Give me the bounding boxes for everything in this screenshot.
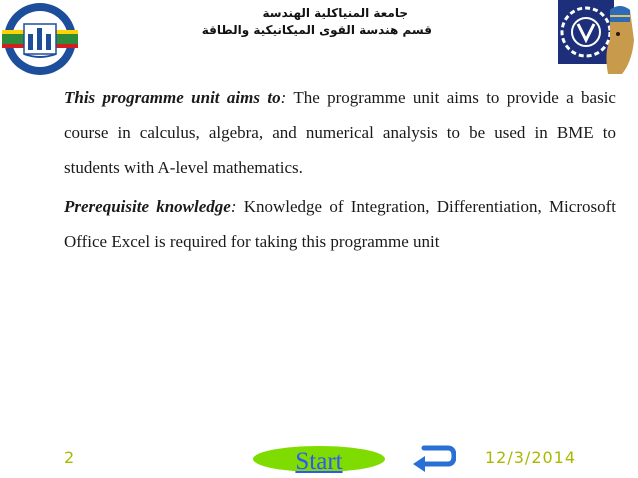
prerequisite-heading: Prerequisite knowledge xyxy=(64,197,231,216)
university-name: جامعة المنيا xyxy=(338,6,408,20)
slide-body xyxy=(64,80,616,259)
faculty-logo-icon xyxy=(0,0,80,78)
slide-date: 12/3/2014 xyxy=(485,448,577,467)
slide-header xyxy=(0,0,638,80)
university-faculty-line xyxy=(238,6,408,20)
objective-heading: This programme unit aims to xyxy=(64,88,281,107)
prerequisite-colon: : xyxy=(230,197,237,216)
back-arrow-icon[interactable] xyxy=(410,444,456,474)
objective-text: The programme unit aims to provide a basic course in calculus, algebra, and numerical analysis to be used in BME to students with A-level mathematics. xyxy=(64,88,616,177)
start-button[interactable] xyxy=(253,446,385,475)
page-number: 2 xyxy=(64,448,76,467)
department-logo-icon xyxy=(558,0,638,78)
faculty-name: كلية الهندسة xyxy=(262,6,339,20)
department-name: قسم هندسة القوى الميكانيكية والطاقة xyxy=(201,23,432,37)
objective-colon: : xyxy=(280,88,287,107)
objective-paragraph xyxy=(64,80,616,185)
slide-footer xyxy=(0,440,638,478)
prerequisite-paragraph xyxy=(64,189,616,259)
prerequisite-text: Knowledge of Integration, Differentiation, Microsoft Office Excel is required for taking this programme unit xyxy=(64,197,616,251)
start-label: Start xyxy=(295,448,343,475)
